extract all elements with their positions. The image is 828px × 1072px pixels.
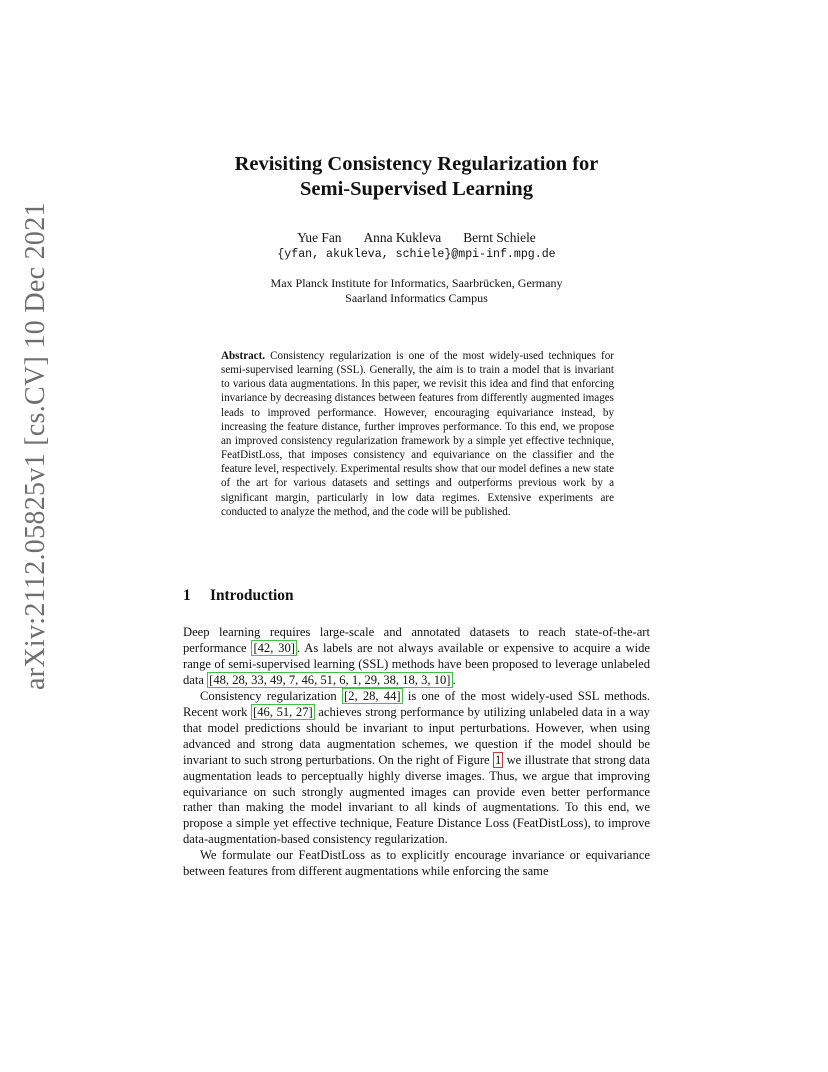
paper-title: [183, 152, 650, 202]
paragraph-3: We formulate our FeatDistLoss as to explicitly encourage invariance or equivariance between features from different augmentations while enforcing the same: [183, 848, 650, 879]
author-name: Anna Kukleva: [363, 230, 442, 245]
arxiv-identifier-stamp: arXiv:2112.05825v1 [cs.CV] 10 Dec 2021: [20, 202, 51, 690]
paragraph-text: is one of the most widely-used SSL methods. Recent work: [183, 688, 651, 719]
paragraph-text: Deep learning requires large-scale and annotated datasets to reach state-of-the-art performance: [183, 625, 650, 655]
title-line-1: Revisiting Consistency Regularization for: [234, 153, 599, 175]
section-title: Introduction: [210, 587, 294, 604]
author-list: [183, 230, 650, 246]
paragraph-text: .: [452, 672, 456, 687]
citation-link[interactable]: [46, 51, 27]: [253, 704, 313, 719]
affiliation: [183, 276, 650, 306]
affiliation-line-2: Saarland Informatics Campus: [345, 291, 488, 305]
abstract: [221, 349, 614, 519]
affiliation-line-1: Max Planck Institute for Informatics, Saarbrücken, Germany: [270, 276, 563, 290]
author-name: Bernt Schiele: [463, 230, 536, 245]
author-name: Yue Fan: [297, 230, 342, 245]
citation-link[interactable]: [2, 28, 44]: [343, 688, 401, 703]
section-heading-introduction: [183, 587, 294, 605]
introduction-body: [183, 625, 650, 880]
paragraph-2: [183, 689, 650, 849]
title-line-2: Semi-Supervised Learning: [300, 178, 533, 200]
paragraph-text: we illustrate that strong data augmentation leads to perceptually highly diverse images. Thus, we argue that improving equivariance on such strongly augmented images can provide even better performance rather than making the model invariant to all kinds of augmentations. To this end, we propose a simple yet effective technique, Feature Distance Loss (FeatDistLoss), to improve data-augmentation-based consistency regularization.: [183, 752, 650, 847]
paragraph-1: [183, 625, 650, 689]
abstract-label: Abstract.: [221, 350, 266, 362]
author-emails: {yfan, akukleva, schiele}@mpi-inf.mpg.de: [277, 248, 556, 261]
paragraph-text: achieves strong performance by utilizing unlabeled data in a way that model predictions should be invariant to input perturbations. However, when using advanced and strong data augmentation schemes, we question if the model should be invariant to such strong perturbations. On the right of Figure: [183, 704, 650, 767]
citation-link[interactable]: [48, 28, 33, 49, 7, 46, 51, 6, 1, 29, 38, 18, 3, 10]: [209, 672, 451, 687]
paragraph-text: . As labels are not always available or expensive to acquire a wide range of semi-supervised learning (SSL) methods have been proposed to leverage unlabeled data: [183, 640, 651, 687]
section-number: 1: [183, 587, 191, 604]
paragraph-text: Consistency regularization: [200, 688, 342, 703]
abstract-text: Consistency regularization is one of the most widely-used techniques for semi-supervised learning (SSL). Generally, the aim is to train a model that is invariant to various data augmentations. In this paper, we revisit this idea and find that enforcing invariance by decreasing distances between features from differently augmented images leads to improved performance. However, encouraging equivariance instead, by increasing the feature distance, further improves performance. To this end, we propose an improved consistency regularization framework by a simple yet effective technique, FeatDistLoss, that imposes consistency and equivariance on the classifier and the feature level, respectively. Experimental results show that our model defines a new state of the art for various datasets and settings and outperforms previous work by a significant margin, particularly in low data regimes. Extensive experiments are conducted to analyze the method, and the code will be published.: [221, 350, 614, 518]
citation-link[interactable]: [42, 30]: [253, 640, 295, 655]
figure-reference-link[interactable]: 1: [494, 752, 502, 767]
